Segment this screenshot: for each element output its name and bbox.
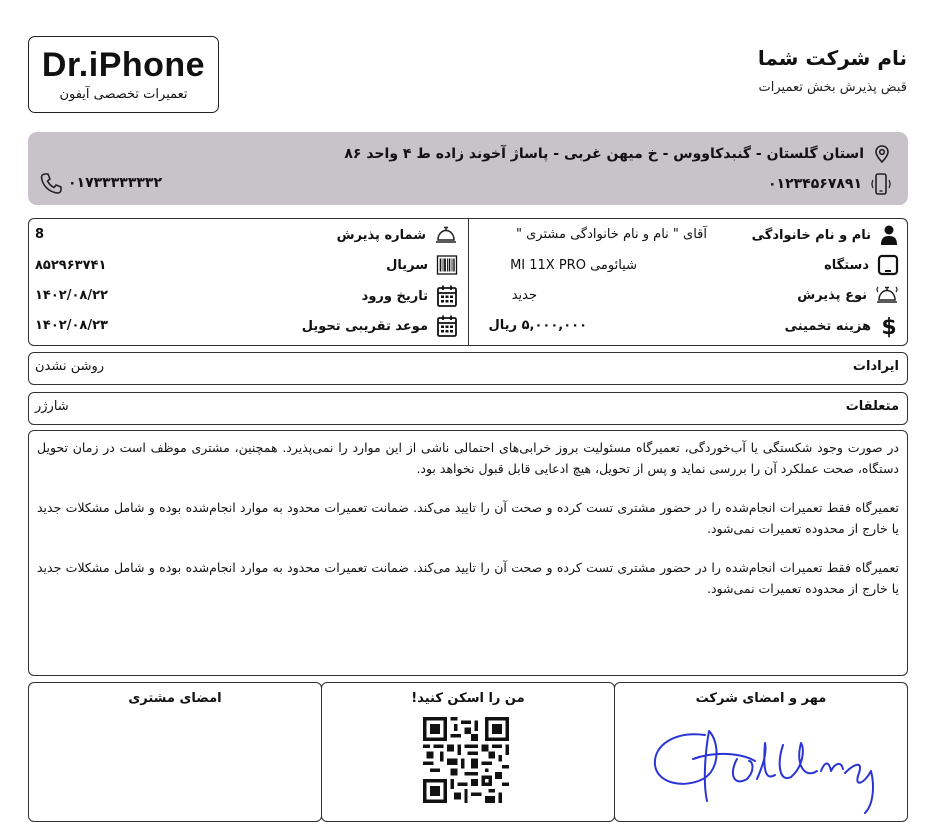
contact-bar (28, 132, 908, 205)
terms-box (28, 430, 908, 676)
issues-value: روشن نشدن (35, 359, 105, 374)
serial-value: ۸۵۲۹۶۳۷۴۱ (35, 258, 107, 273)
device-info-table (28, 218, 908, 346)
terms-paragraph: در صورت وجود شکستگی یا آب‌خوردگی، تعمیرگاه مسئولیت بروز خرابی‌های احتمالی ناشی از این موارد را نمی‌پذیرد. همچنین، مشتری موظف است در زمان تحویل دستگاه، صحت عملکرد آن را بررسی نماید و پس از تحویل، هیچ ادعایی قابل قبول نخواهد بود. (37, 440, 899, 476)
issues-row (28, 352, 908, 385)
company-signature-box (614, 682, 908, 822)
entry-date-label: تاریخ ورود (362, 284, 458, 308)
qr-title: من را اسکن کنید! (411, 691, 525, 706)
accessories-label: متعلقات (845, 399, 899, 414)
company-signature-title: مهر و امضای شرکت (695, 691, 827, 706)
qr-code-icon[interactable] (423, 717, 509, 803)
accessories-row (28, 392, 908, 425)
tablet-device-icon (877, 254, 899, 276)
logo-tagline: تعمیرات تخصصی آیفون (59, 87, 188, 102)
reception-type-value: جدید (511, 288, 537, 303)
service-bell-icon (434, 224, 458, 246)
delivery-date-label: موعد تقریبی تحویل (302, 314, 458, 338)
address-line (344, 144, 892, 164)
address-text: استان گلستان - گنبدکاووس - خ میهن غربی - پاساژ آخوند زاده ط ۴ واحد ۸۶ (344, 146, 864, 162)
phone-contact (40, 172, 162, 194)
serial-label: سریال (386, 254, 458, 276)
mobile-phone-icon (870, 172, 892, 196)
qr-box (321, 682, 615, 822)
accessories-value: شارژر (35, 399, 69, 414)
reception-number-value: 8 (35, 227, 45, 242)
mobile-number: ۰۱۲۳۴۵۶۷۸۹۱ (768, 176, 862, 192)
service-bell-icon (875, 284, 899, 306)
customer-signature-title: امضای مشتری (128, 691, 222, 706)
customer-name-value: آقای " نام و نام خانوادگی مشتری " (516, 227, 707, 242)
terms-paragraph: تعمیرگاه فقط تعمیرات انجام‌شده را در حضور مشتری تست کرده و صحت آن را تایید می‌کند. ضمانت تعمیرات محدود به موارد انجام‌شده بوده و شامل مشکلات جدید یا خارج از محدوده تعمیرات نمی‌شود. (37, 500, 899, 536)
calendar-icon (436, 314, 458, 338)
customer-name-label: نام و نام خانوادگی (752, 224, 899, 246)
reception-type-label: نوع پذیرش (797, 284, 899, 306)
column-divider (468, 219, 469, 345)
user-icon (879, 224, 899, 246)
delivery-date-value: ۱۴۰۲/۰۸/۲۳ (35, 318, 108, 333)
handwritten-signature (645, 713, 885, 817)
location-pin-icon (872, 144, 892, 164)
reception-number-label: شماره پذیرش (337, 224, 458, 246)
terms-paragraph: تعمیرگاه فقط تعمیرات انجام‌شده را در حضور مشتری تست کرده و صحت آن را تایید می‌کند. ضمانت تعمیرات محدود به موارد انجام‌شده بوده و شامل مشکلات جدید یا خارج از محدوده تعمیرات نمی‌شود. (37, 560, 899, 596)
logo-brand: Dr.iPhone (41, 46, 206, 84)
phone-number: ۰۱۷۳۳۳۳۳۳۳۲ (68, 175, 162, 191)
device-label: دستگاه (824, 254, 899, 276)
barcode-icon (436, 254, 458, 276)
estimated-cost-label: $ هزینه تخمینی (785, 314, 899, 338)
device-value: شیائومی MI 11X PRO (510, 258, 637, 273)
company-name: نام شرکت شما (757, 46, 907, 70)
svg-text:$: $ (881, 315, 897, 338)
company-header (527, 44, 907, 95)
entry-date-value: ۱۴۰۲/۰۸/۲۲ (35, 288, 108, 303)
dollar-icon (879, 314, 899, 338)
receipt-title: قبض پذیرش بخش تعمیرات (758, 80, 907, 95)
estimated-cost-value: ۵,۰۰۰,۰۰۰ ریال (488, 318, 587, 333)
calendar-icon (436, 284, 458, 308)
mobile-contact (768, 172, 892, 196)
telephone-icon (40, 172, 62, 194)
customer-signature-box (28, 682, 322, 822)
logo (28, 36, 219, 113)
issues-label: ایرادات (852, 359, 899, 374)
